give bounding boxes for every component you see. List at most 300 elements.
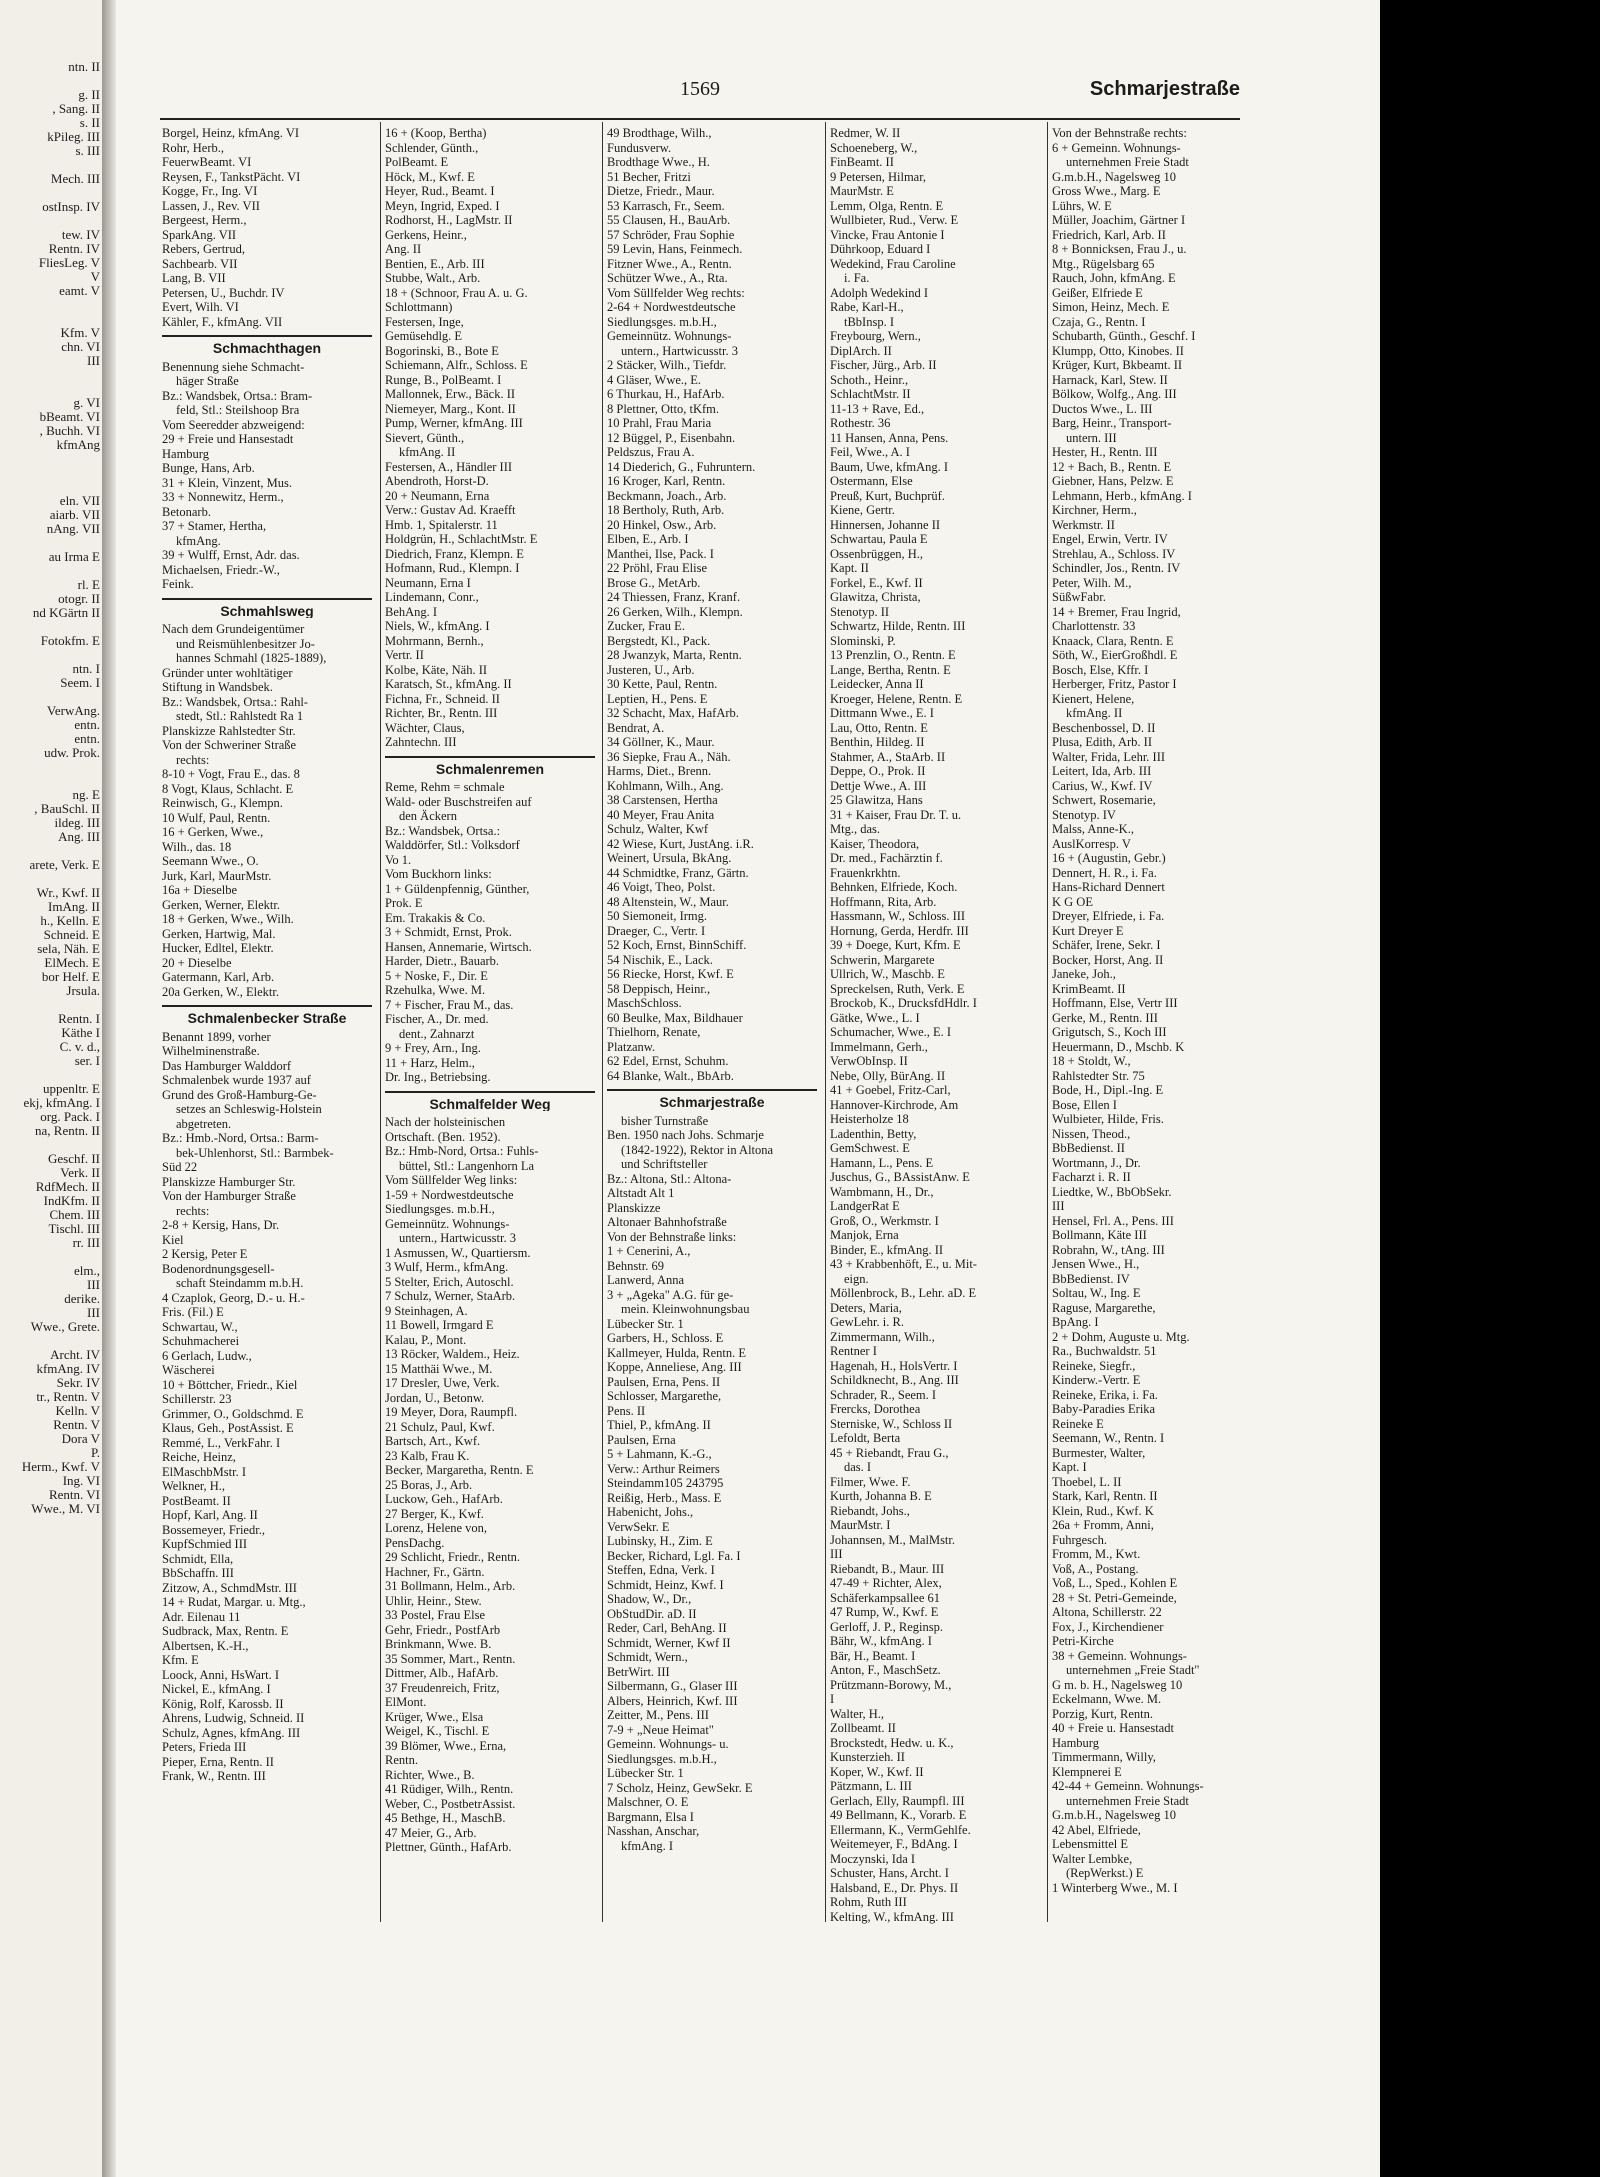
directory-line: Beckmann, Joach., Arb.	[607, 488, 727, 503]
directory-line: bisher Turnstraße	[621, 1113, 709, 1128]
directory-line: Harder, Dietr., Bauarb.	[385, 954, 500, 968]
directory-line: Janeke, Joh.,	[1052, 967, 1116, 981]
facing-page-line	[0, 74, 100, 88]
directory-line: Wulbieter, Hilde, Fris.	[1052, 1112, 1164, 1126]
directory-line: Schäfer, Irene, Sekr. I	[1052, 938, 1161, 952]
directory-line: Peter, Wilh. M.,	[1052, 575, 1132, 590]
running-head: Schmarjestraße	[1089, 78, 1240, 100]
directory-line: Gründer unter wohltätiger	[162, 665, 293, 680]
facing-page-line: s. III	[75, 144, 100, 158]
directory-line: stedt, Stl.: Rahlstedt Ra 1	[176, 709, 304, 723]
facing-page-line: sela, Näh. E	[37, 942, 100, 956]
directory-line: 50 Siemoneit, Irmg.	[607, 909, 707, 923]
directory-line: Zeitter, M., Pens. III	[607, 1708, 709, 1722]
directory-line: Lubinsky, H., Zim. E	[607, 1534, 713, 1548]
directory-line: Frercks, Dorothea	[830, 1402, 921, 1416]
directory-line: Planskizze Rahlstedter Str.	[162, 723, 296, 738]
column-1	[162, 126, 372, 1926]
facing-page-line: ildeg. III	[54, 816, 100, 830]
directory-line: Hmb. 1, Spitalerstr. 11	[385, 517, 498, 532]
directory-line: Bölkow, Wolfg., Ang. III	[1052, 387, 1177, 401]
directory-line: Gross Wwe., Marg. E	[1052, 184, 1161, 198]
directory-line: LandgerRat E	[830, 1199, 900, 1213]
directory-line: 31 + Klein, Vinzent, Mus.	[162, 475, 293, 490]
directory-line: Wilh., das. 18	[162, 839, 232, 854]
directory-line: 62 Edel, Ernst, Schuhm.	[607, 1054, 729, 1068]
directory-line: Bollmann, Käte III	[1052, 1228, 1147, 1242]
directory-line: (1842-1922), Rektor in Altona	[621, 1142, 774, 1157]
facing-page-line	[0, 214, 100, 228]
directory-line: Reißig, Herb., Mass. E	[607, 1490, 722, 1505]
directory-line: Krüger, Kurt, Bkbeamt. II	[1052, 358, 1183, 372]
facing-page-text	[0, 60, 100, 1516]
directory-line: Bocker, Horst, Ang. II	[1052, 952, 1164, 967]
directory-line: unternehmen Freie Stadt	[1066, 155, 1189, 169]
directory-line: Kunsterzieh. II	[830, 1750, 905, 1764]
directory-line: Reinwisch, G., Klempn.	[162, 796, 283, 810]
directory-line: Klein, Rud., Kwf. K	[1052, 1503, 1154, 1518]
directory-line: Plusa, Edith, Arb. II	[1052, 735, 1152, 749]
directory-line: Hamburg	[162, 446, 209, 461]
directory-line: 1-59 + Nordwestdeutsche	[385, 1187, 514, 1202]
directory-line: 10 + Böttcher, Friedr., Kiel	[162, 1377, 298, 1392]
facing-page-line: derike.	[64, 1292, 100, 1306]
directory-line: 9 + Frey, Arn., Ing.	[385, 1041, 481, 1055]
directory-line: 36 Siepke, Frau A., Näh.	[607, 749, 731, 764]
directory-line: Schwerin, Margarete	[830, 952, 935, 967]
directory-line: Ortschaft. (Ben. 1952).	[385, 1129, 501, 1144]
street-heading: Schmahlsweg	[162, 598, 372, 619]
directory-line: Manthei, Ilse, Pack. I	[607, 546, 714, 561]
directory-line: 28 + St. Petri-Gemeinde,	[1052, 1590, 1177, 1605]
directory-line: SüßwFabr.	[1052, 590, 1106, 604]
directory-line: Preuß, Kurt, Buchprüf.	[830, 488, 945, 503]
directory-line: 42 Abel, Elfriede,	[1052, 1822, 1141, 1837]
directory-line: 60 Beulke, Max, Bildhauer	[607, 1010, 743, 1025]
directory-line: Kapt. I	[1052, 1460, 1087, 1474]
directory-line: BehAng. I	[385, 604, 438, 619]
directory-line: Knaack, Clara, Rentn. E	[1052, 633, 1174, 648]
page-header	[160, 78, 1240, 106]
directory-line: Shadow, W., Dr.,	[607, 1592, 692, 1606]
directory-line: Dr. Ing., Betriebsing.	[385, 1070, 491, 1084]
directory-line: Hamburg	[1052, 1735, 1099, 1750]
facing-page-line: kfmAng	[56, 438, 100, 452]
directory-line: hannes Schmahl (1825-1889),	[176, 651, 327, 665]
directory-line: Rentner I	[830, 1344, 877, 1358]
directory-line: 3 Wulf, Herm., kfmAng.	[385, 1260, 509, 1274]
facing-page-line	[0, 648, 100, 662]
facing-page-line	[0, 1068, 100, 1082]
directory-line: Reineke, Erika, i. Fa.	[1052, 1387, 1158, 1402]
directory-line: Vertr. II	[385, 648, 424, 662]
directory-line: Schubarth, Günth., Geschf. I	[1052, 329, 1196, 343]
directory-line: Rentn.	[385, 1753, 418, 1767]
directory-line: Gemeinnütz. Wohnungs-	[607, 329, 732, 343]
directory-line: Rahlstedter Str. 75	[1052, 1068, 1145, 1083]
directory-line: Mtg., Rügelsbarg 65	[1052, 256, 1155, 271]
facing-page-line: Mech. III	[50, 172, 100, 186]
directory-line: Mohrmann, Bernh.,	[385, 633, 484, 648]
column-divider	[380, 122, 381, 1922]
facing-page-line	[0, 452, 100, 466]
facing-page-line: otogr. II	[58, 592, 100, 606]
directory-line: Schiemann, Alfr., Schloss. E	[385, 358, 528, 372]
directory-line: 26 Gerken, Wilh., Klempn.	[607, 604, 743, 619]
directory-line: Petri-Kirche	[1052, 1634, 1114, 1648]
directory-line: Frank, W., Rentn. III	[162, 1769, 266, 1783]
directory-line: Leidecker, Anna II	[830, 677, 924, 691]
directory-line: Carius, W., Kwf. IV	[1052, 778, 1153, 793]
facing-page-line	[0, 998, 100, 1012]
directory-line: Raguse, Margarethe,	[1052, 1300, 1156, 1315]
facing-page-line	[0, 564, 100, 578]
directory-line: 18 + Stoldt, W.,	[1052, 1054, 1131, 1068]
directory-line: Adolph Wedekind I	[830, 285, 929, 300]
directory-line: 56 Riecke, Horst, Kwf. E	[607, 967, 734, 981]
directory-line: Schulz, Agnes, kfmAng. III	[162, 1725, 301, 1740]
directory-line: Richter, Br., Rentn. III	[385, 706, 498, 720]
directory-line: 6 + Gemeinn. Wohnungs-	[1052, 140, 1181, 155]
directory-line: Wald- oder Buschstreifen auf	[385, 794, 532, 809]
directory-line: Forkel, E., Kwf. II	[830, 575, 923, 590]
directory-line: Schumacher, Wwe., E. I	[830, 1025, 952, 1039]
directory-line: Bergeest, Herm.,	[162, 213, 247, 227]
facing-page-line: Seem. I	[60, 676, 100, 690]
directory-line: Rzehulka, Wwe. M.	[385, 983, 486, 997]
directory-line: 3 + „Ageka" A.G. für ge-	[607, 1287, 734, 1302]
directory-line: 45 + Riebandt, Frau G.,	[830, 1445, 949, 1460]
directory-line: Reder, Carl, BehAng. II	[607, 1621, 727, 1635]
facing-page-line	[0, 368, 100, 382]
directory-line: Planskizze	[607, 1200, 661, 1215]
directory-line: Dührkoop, Eduard I	[830, 242, 931, 256]
directory-line: Sterniske, W., Schloss II	[830, 1416, 953, 1431]
directory-line: 53 Karrasch, Fr., Seem.	[607, 198, 725, 213]
directory-line: Baum, Uwe, kfmAng. I	[830, 459, 949, 474]
directory-line: Sachbearb. VII	[162, 256, 238, 271]
directory-line: rechts:	[176, 752, 210, 767]
directory-line: Gemeinnütz. Wohnungs-	[385, 1216, 510, 1231]
directory-line: 40 + Freie u. Hansestadt	[1052, 1721, 1174, 1735]
directory-line: Hassmann, W., Schloss. III	[830, 909, 966, 923]
directory-line: Prok. E	[385, 896, 423, 910]
directory-line: Zimmermann, Wilh.,	[830, 1329, 935, 1344]
facing-page-line: g. II	[78, 88, 100, 102]
directory-line: dent., Zahnarzt	[399, 1026, 475, 1041]
directory-line: Timmermann, Willy,	[1052, 1750, 1156, 1764]
directory-line: Lorenz, Helene von,	[385, 1521, 488, 1535]
directory-line: Von der Behnstraße rechts:	[1052, 126, 1187, 140]
directory-line: 6 Gerlach, Ludw.,	[162, 1348, 252, 1363]
directory-line: 37 + Stamer, Hertha,	[162, 519, 267, 533]
directory-line: Dittmann Wwe., E. I	[830, 706, 934, 720]
directory-line: Möllenbrock, B., Lehr. aD. E	[830, 1286, 977, 1300]
directory-line: Rabe, Karl-H.,	[830, 300, 904, 314]
directory-line: 5 Stelter, Erich, Autoschl.	[385, 1274, 514, 1289]
directory-line: Michaelsen, Friedr.-W.,	[162, 562, 280, 577]
directory-line: 43 + Krabbenhöft, E., u. Mit-	[830, 1257, 977, 1271]
directory-line: Glawitza, Christa,	[830, 590, 921, 604]
directory-line: Hoffmann, Rita, Arb.	[830, 894, 937, 909]
directory-line: Sievert, Günth.,	[385, 430, 465, 445]
directory-line: 35 Sommer, Mart., Rentn.	[385, 1651, 516, 1666]
directory-line: Nissen, Theod.,	[1052, 1126, 1131, 1141]
directory-line: 12 + Bach, B., Rentn. E	[1052, 459, 1172, 474]
directory-line: Koper, W., Kwf. II	[830, 1764, 924, 1779]
directory-line: Schmalenbek wurde 1937 auf	[162, 1073, 311, 1087]
directory-line: Zollbeamt. II	[830, 1721, 896, 1735]
directory-line: Bär, H., Beamt. I	[830, 1648, 916, 1663]
directory-line: Gehr, Friedr., PostfArb	[385, 1622, 501, 1637]
directory-line: Lührs, W. E	[1052, 198, 1112, 213]
facing-page-line: Kelln. V	[55, 1404, 100, 1418]
directory-line: Loock, Anni, HsWart. I	[162, 1667, 280, 1682]
directory-line: Weitemeyer, F., BdAng. I	[830, 1837, 958, 1851]
directory-line: Hans-Richard Dennert	[1052, 880, 1165, 894]
directory-line: Bendrat, A.	[607, 720, 665, 735]
directory-line: Kfm. E	[162, 1653, 199, 1667]
directory-line: Habenicht, Johs.,	[607, 1505, 694, 1519]
directory-line: Koppe, Anneliese, Ang. III	[607, 1360, 742, 1374]
directory-line: Karatsch, St., kfmAng. II	[385, 677, 512, 691]
directory-line: Kurth, Johanna B. E	[830, 1489, 932, 1503]
column-divider	[1047, 122, 1048, 1922]
directory-line: Jurk, Karl, MaurMstr.	[162, 868, 272, 883]
directory-line: Kähler, F., kfmAng. VII	[162, 314, 283, 329]
directory-line: 47 Rump, W., Kwf. E	[830, 1605, 939, 1619]
facing-page-line: s. II	[79, 116, 100, 130]
directory-line: Ostermann, Else	[830, 474, 913, 488]
directory-line: Heyer, Rud., Beamt. I	[385, 184, 495, 198]
directory-line: 57 Schröder, Frau Sophie	[607, 227, 735, 242]
directory-line: 14 Diederich, G., Fuhruntern.	[607, 459, 756, 474]
directory-line: Pump, Werner, kfmAng. III	[385, 416, 523, 430]
directory-line: bek-Uhlenhorst, Stl.: Barmbek-	[176, 1145, 334, 1160]
directory-line: 10 Prahl, Frau Maria	[607, 416, 712, 430]
directory-line: Vincke, Frau Antonie I	[830, 227, 945, 242]
directory-line: Benthin, Hildeg. II	[830, 735, 925, 749]
facing-page-line	[0, 466, 100, 480]
facing-page-line	[0, 844, 100, 858]
facing-page-line: Rentn. V	[53, 1418, 100, 1432]
directory-line: Reineke E	[1052, 1416, 1104, 1431]
facing-page-line: nAng. VII	[46, 522, 100, 536]
directory-line: Bz.: Wandsbek, Ortsa.: Rahl-	[162, 694, 308, 709]
directory-line: Hofmann, Rud., Klempn. I	[385, 561, 520, 575]
facing-page-line: entn.	[74, 732, 100, 746]
directory-line: Siedlungsges. m.b.H.,	[607, 1751, 717, 1766]
directory-line: Filmer, Wwe. F.	[830, 1474, 911, 1489]
directory-line: i. Fa.	[844, 271, 870, 285]
directory-line: Albertsen, K.-H.,	[162, 1638, 249, 1653]
directory-line: eign.	[844, 1271, 869, 1286]
directory-line: K G OE	[1052, 894, 1093, 909]
directory-line: Brose G., MetArb.	[607, 575, 701, 590]
directory-line: Halsband, E., Dr. Phys. II	[830, 1880, 959, 1895]
directory-line: Von der Hamburger Straße	[162, 1189, 296, 1203]
directory-line: Plettner, Günth., HafArb.	[385, 1840, 512, 1854]
directory-line: Bähr, W., kfmAng. I	[830, 1634, 932, 1648]
directory-line: Ellermann, K., VermGehlfe.	[830, 1822, 971, 1837]
directory-line: Vom Buckhorn links:	[385, 867, 492, 881]
facing-page-line	[0, 1138, 100, 1152]
directory-line: Schlender, Günth.,	[385, 140, 479, 155]
directory-line: Prützmann-Borowy, M.,	[830, 1677, 952, 1692]
directory-line: Niemeyer, Marg., Kont. II	[385, 401, 516, 416]
directory-line: Schmidt, Werner, Kwf II	[607, 1635, 731, 1650]
directory-line: Schulz, Walter, Kwf	[607, 822, 709, 836]
directory-line: Slominski, P.	[830, 633, 896, 648]
facing-page-line: Wwe., Grete.	[30, 1320, 100, 1334]
facing-page-line: Herm., Kwf. V	[21, 1460, 100, 1474]
facing-page-line: nd KGärtn II	[32, 606, 100, 620]
facing-page-line: Schneid. E	[43, 928, 100, 942]
directory-line: Lefoldt, Berta	[830, 1431, 901, 1445]
directory-line: Ductos Wwe., L. III	[1052, 401, 1153, 416]
directory-line: Bz.: Hmb-Nord, Ortsa.: Fuhls-	[385, 1144, 539, 1158]
directory-line: Bode, H., Dipl.-Ing. E	[1052, 1083, 1164, 1097]
directory-line: DiplArch. II	[830, 343, 892, 358]
facing-page-line	[0, 760, 100, 774]
directory-line: 2-64 + Nordwestdeutsche	[607, 300, 736, 314]
directory-line: Schindler, Jos., Rentn. IV	[1052, 561, 1181, 575]
directory-line: Siedlungsges. m.b.H.,	[607, 314, 717, 329]
directory-line: Rohr, Herb.,	[162, 140, 224, 155]
directory-line: setzes an Schleswig-Holstein	[176, 1102, 322, 1116]
directory-line: Verw.: Gustav Ad. Kraefft	[385, 503, 516, 517]
directory-line: 1 + Cenerini, A.,	[607, 1244, 691, 1258]
directory-line: Stenotyp. II	[830, 604, 890, 619]
directory-line: III	[830, 1547, 843, 1561]
directory-line: Leitert, Ida, Arb. III	[1052, 764, 1152, 778]
directory-line: Bose, Ellen I	[1052, 1097, 1117, 1112]
directory-line: Richter, Wwe., B.	[385, 1767, 475, 1782]
directory-line: Hansen, Annemarie, Wirtsch.	[385, 939, 532, 954]
directory-line: ElMont.	[385, 1695, 427, 1709]
directory-line: Malss, Anne-K.,	[1052, 822, 1134, 836]
facing-page-line	[0, 872, 100, 886]
directory-line: 44 Schmidtke, Franz, Gärtn.	[607, 865, 749, 880]
directory-line: FeuerwBeamt. VI	[162, 155, 252, 169]
facing-page-line: udw. Prok.	[44, 746, 100, 760]
directory-line: Wortmann, J., Dr.	[1052, 1155, 1141, 1170]
facing-page-line: FliesLeg. V	[38, 256, 100, 270]
directory-line: Das Hamburger Walddorf	[162, 1058, 292, 1073]
directory-line: Ben. 1950 nach Johs. Schmarje	[607, 1128, 764, 1142]
facing-page-line: kPileg. III	[47, 130, 100, 144]
directory-line: 42-44 + Gemeinn. Wohnungs-	[1052, 1779, 1204, 1793]
directory-line: Kienert, Helene,	[1052, 691, 1135, 706]
directory-line: Kelting, W., kfmAng. III	[830, 1909, 954, 1924]
directory-line: Wedekind, Frau Caroline	[830, 256, 956, 271]
directory-line: schaft Steindamm m.b.H.	[176, 1276, 304, 1290]
directory-line: 40 Meyer, Frau Anita	[607, 807, 715, 822]
directory-line: 64 Blanke, Walt., BbArb.	[607, 1068, 734, 1083]
directory-line: Em. Trakakis & Co.	[385, 910, 486, 925]
directory-line: Borgel, Heinz, kfmAng. VI	[162, 126, 300, 140]
directory-line: 29 Schlicht, Friedr., Rentn.	[385, 1550, 521, 1564]
directory-line: Gerlach, Elly, Raumpfl. III	[830, 1793, 965, 1808]
facing-page-line: tew. IV	[61, 228, 100, 242]
directory-line: Wambmann, H., Dr.,	[830, 1184, 934, 1199]
directory-line: Söth, W., EierGroßhdl. E	[1052, 648, 1178, 662]
facing-page-line: Fotokfm. E	[40, 634, 100, 648]
directory-line: Uhlir, Heinr., Stew.	[385, 1593, 482, 1608]
directory-line: kfmAng. II	[399, 445, 456, 459]
directory-line: Petersen, U., Buchdr. IV	[162, 285, 285, 300]
directory-line: Moczynski, Ida I	[830, 1851, 916, 1866]
directory-line: Lübecker Str. 1	[607, 1766, 684, 1780]
directory-line: Ullrich, W., Maschb. E	[830, 967, 945, 981]
directory-line: Becker, Margaretha, Rentn. E	[385, 1463, 534, 1477]
directory-line: Jordan, U., Betonw.	[385, 1390, 485, 1405]
directory-line: Kolbe, Käte, Näh. II	[385, 662, 488, 677]
directory-line: Lebensmittel E	[1052, 1837, 1129, 1851]
directory-line: 1 + Güldenpfennig, Günther,	[385, 881, 530, 896]
directory-line: Behnken, Elfriede, Koch.	[830, 880, 958, 894]
directory-line: Lindemann, Conr.,	[385, 590, 479, 604]
directory-line: Schwartau, Paula E	[830, 532, 928, 546]
directory-line: Rothestr. 36	[830, 416, 891, 430]
directory-line: Manjok, Erna	[830, 1228, 899, 1242]
directory-line: Kroeger, Helene, Rentn. E	[830, 691, 963, 706]
directory-line: Riebandt, B., Maur. III	[830, 1561, 945, 1576]
directory-line: 17 Dresler, Uwe, Verk.	[385, 1376, 500, 1390]
facing-page-line: Wwe., M. VI	[31, 1502, 100, 1516]
facing-page-line: III	[87, 1278, 100, 1292]
directory-line: Neumann, Erna I	[385, 575, 471, 590]
street-heading: Schmarjestraße	[607, 1089, 817, 1110]
directory-line: GewLehr. i. R.	[830, 1315, 904, 1329]
directory-line: 33 + Nonnewitz, Herm.,	[162, 490, 284, 504]
directory-line: 25 Boras, J., Arb.	[385, 1477, 473, 1492]
directory-line: 18 Bertholy, Ruth, Arb.	[607, 503, 725, 517]
directory-line: Siedlungsges. m.b.H.,	[385, 1202, 495, 1216]
directory-line: PostBeamt. II	[162, 1493, 231, 1508]
directory-line: Bargmann, Elsa I	[607, 1809, 694, 1824]
facing-page-line: Dora V	[61, 1432, 100, 1446]
facing-page-line: RdfMech. II	[35, 1180, 100, 1194]
directory-line: Festersen, A., Händler III	[385, 459, 513, 474]
page-number: 1569	[680, 78, 720, 100]
directory-line: 19 Meyer, Dora, Raumpfl.	[385, 1405, 518, 1419]
directory-line: Kapt. II	[830, 561, 869, 575]
directory-line: Johannsen, M., MalMstr.	[830, 1532, 955, 1547]
directory-line: Friedrich, Karl, Arb. II	[1052, 227, 1166, 242]
directory-line: Weigel, K., Tischl. E	[385, 1724, 490, 1738]
directory-line: Hester, H., Rentn. III	[1052, 445, 1158, 459]
directory-line: Müller, Joachim, Gärtner I	[1052, 213, 1186, 227]
directory-line: 58 Deppisch, Heinr.,	[607, 981, 711, 996]
directory-line: Malschner, O. E	[607, 1795, 689, 1809]
column-4	[830, 126, 1040, 1926]
directory-line: Schwartz, Hilde, Rentn. III	[830, 619, 966, 633]
facing-page-line: Rentn. VI	[48, 1488, 100, 1502]
directory-line: 41 + Goebel, Fritz-Carl,	[830, 1083, 951, 1097]
directory-line: Schmidt, Wern.,	[607, 1650, 688, 1664]
column-5	[1052, 126, 1242, 1926]
directory-line: Verw.: Arthur Reimers	[607, 1461, 720, 1476]
directory-line: Feink.	[162, 577, 194, 591]
directory-line: BbBedienst. IV	[1052, 1271, 1130, 1286]
directory-line: Fundusverw.	[607, 140, 672, 155]
directory-line: MaurMstr. E	[830, 184, 894, 198]
directory-line: 42 Wiese, Kurt, JustAng. i.R.	[607, 836, 754, 851]
directory-line: Draeger, C., Vertr. I	[607, 923, 706, 938]
directory-line: kfmAng. I	[621, 1838, 674, 1853]
directory-line: Walter Lembke,	[1052, 1851, 1133, 1866]
